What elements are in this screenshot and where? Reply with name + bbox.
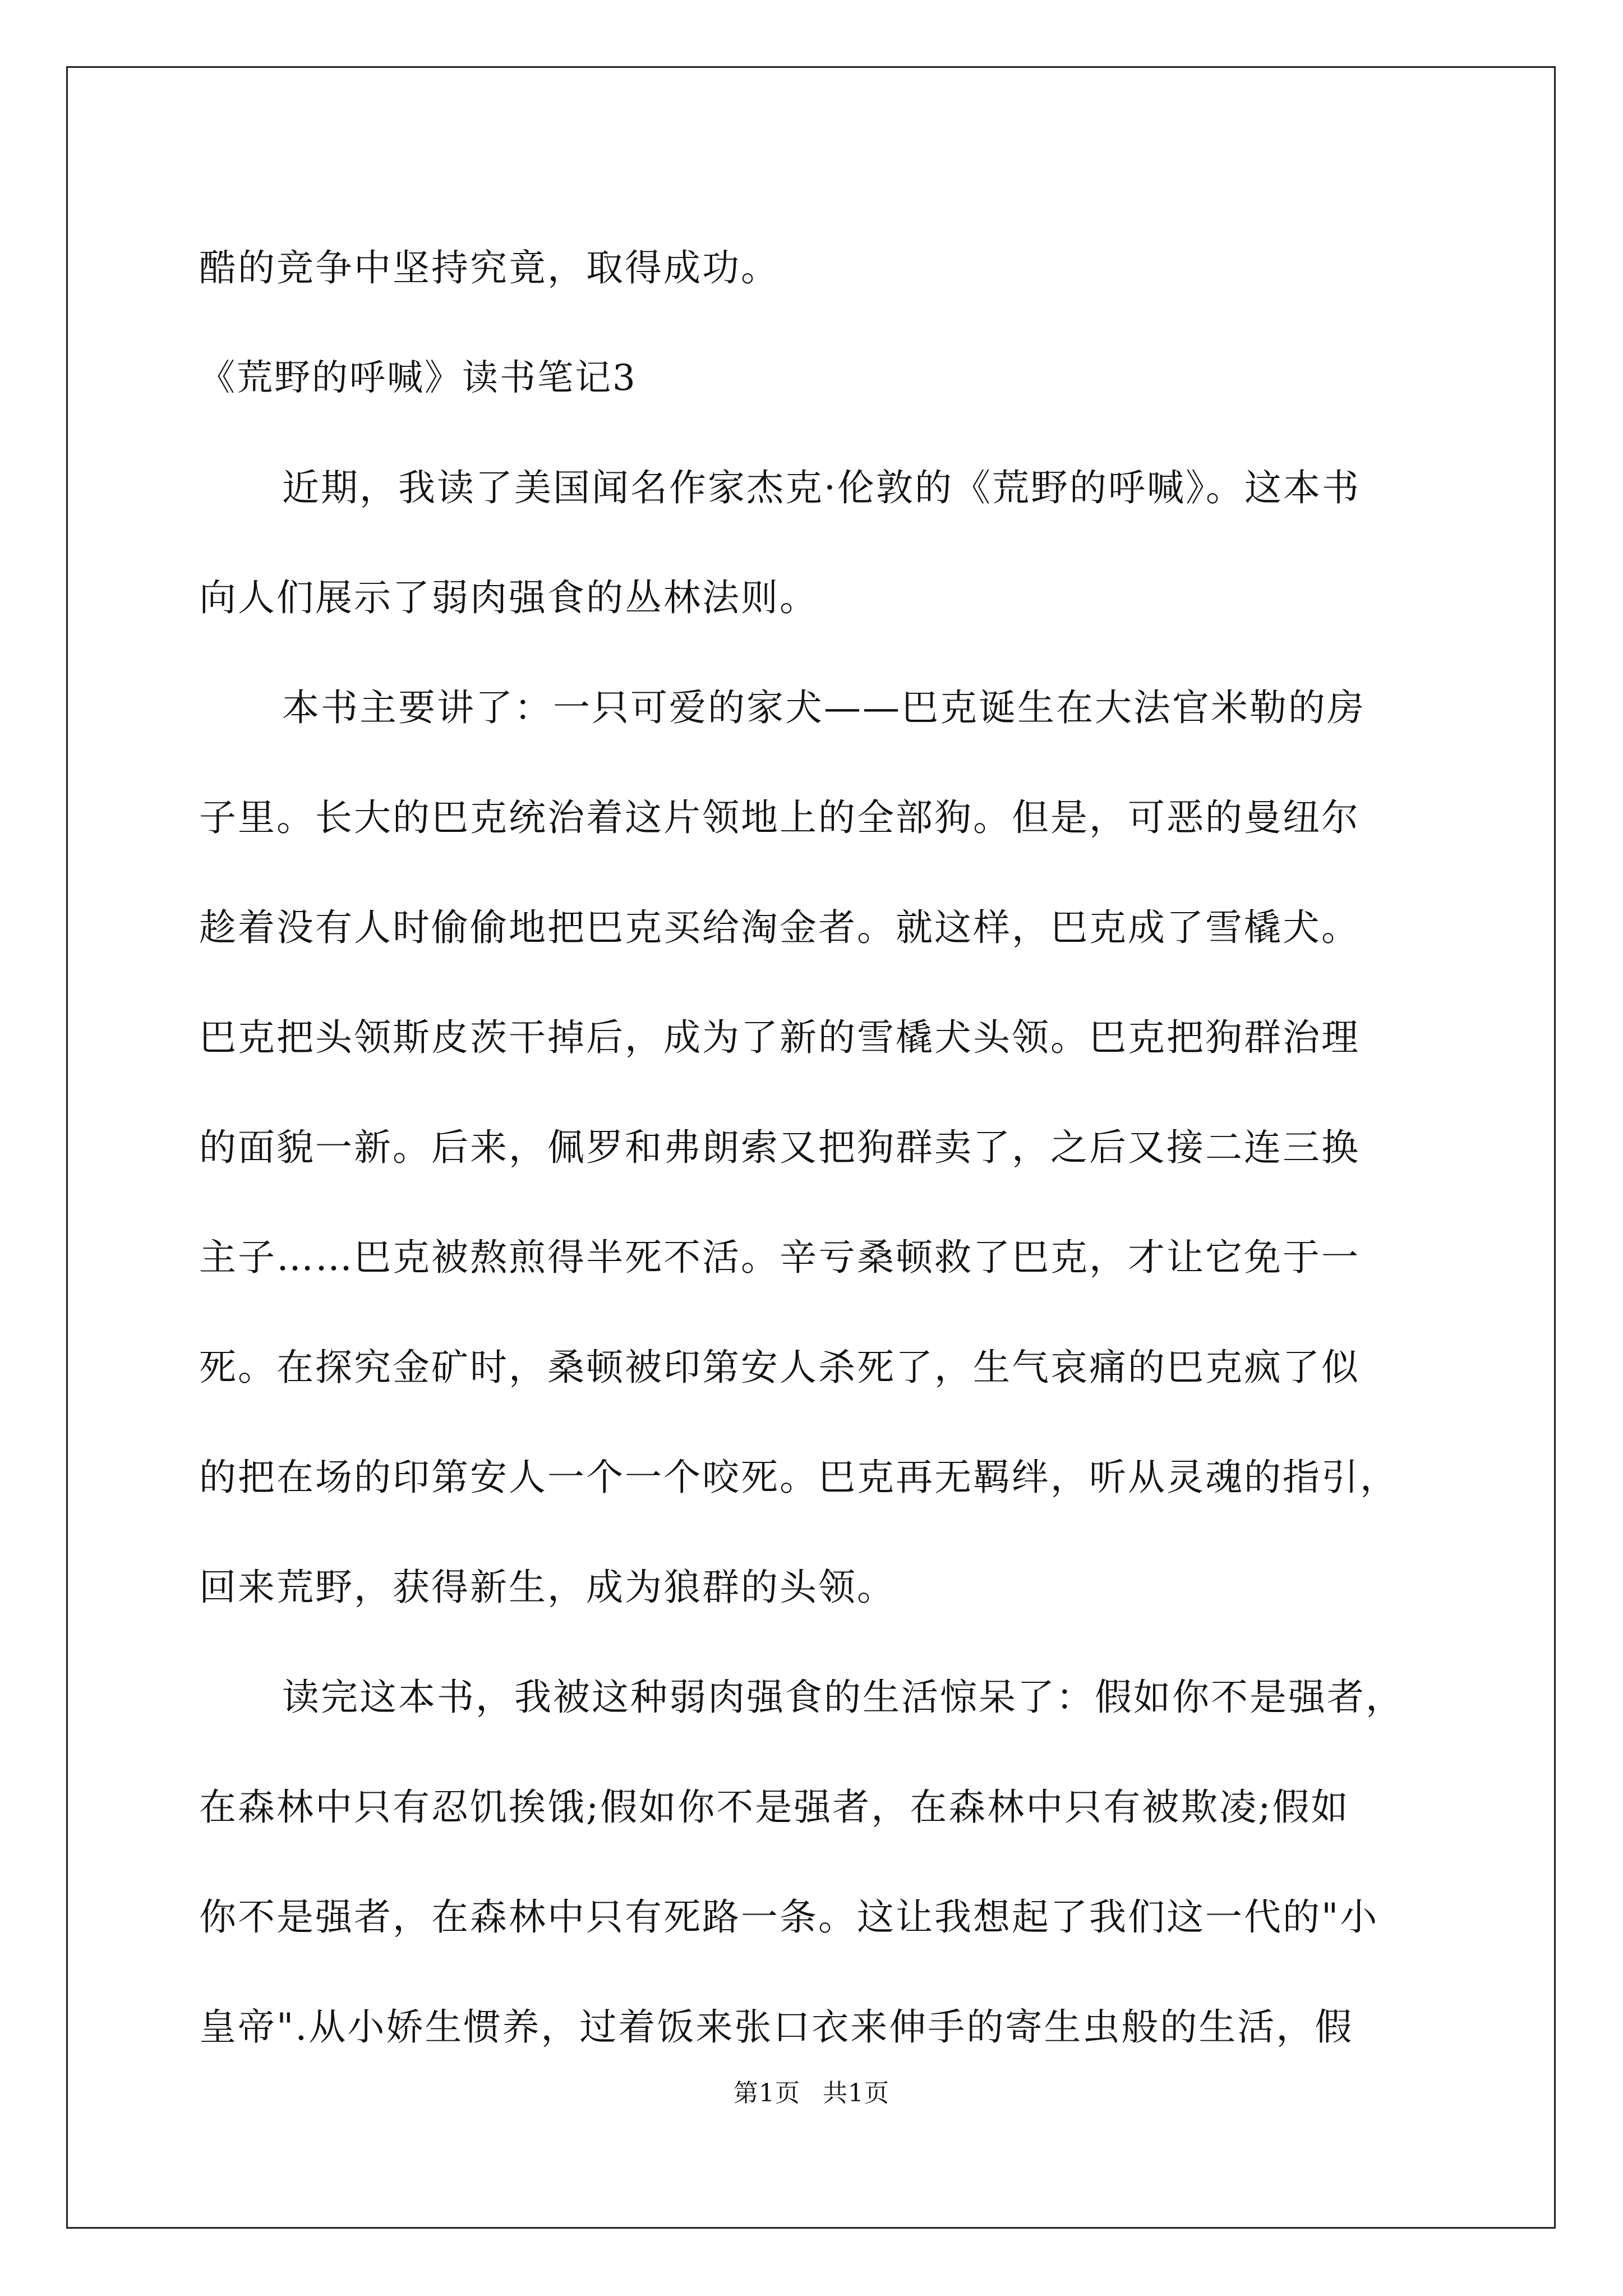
page-total: 共1页 — [823, 2079, 889, 2108]
text-line: 的面貌一新。后来，佩罗和弗朗索又把狗群卖了，之后又接二连三换 — [199, 1126, 1360, 1169]
text-line: 的把在场的印第安人一个一个咬死。巴克再无羁绊，听从灵魂的指引， — [199, 1456, 1399, 1499]
text-line: 向人们展示了弱肉强食的丛林法则。 — [199, 576, 818, 619]
paragraph-first-line: 本书主要讲了：一只可爱的家犬——巴克诞生在大法官米勒的房 — [282, 686, 1366, 729]
text-line: 回来荒野，获得新生，成为狼群的头领。 — [199, 1566, 896, 1609]
text-line: 酷的竞争中坚持究竟，取得成功。 — [199, 246, 780, 289]
section-heading: 《荒野的呼喊》读书笔记3 — [199, 357, 637, 399]
page-number: 第1页 — [734, 2079, 800, 2108]
text-line: 你不是强者，在森林中只有死路一条。这让我想起了我们这一代的"小 — [199, 1895, 1379, 1939]
page-footer — [0, 2073, 1623, 2109]
text-line: 趁着没有人时偷偷地把巴克买给淘金者。就这样，巴克成了雪橇犬。 — [199, 906, 1360, 949]
text-line: 在森林中只有忍饥挨饿;假如你不是强者，在森林中只有被欺凌;假如 — [199, 1786, 1350, 1829]
paragraph-first-line: 读完这本书，我被这种弱肉强食的生活惊呆了：假如你不是强者， — [282, 1676, 1404, 1719]
text-line: 死。在探究金矿时，桑顿被印第安人杀死了，生气哀痛的巴克疯了似 — [199, 1346, 1360, 1389]
text-line: 主子……巴克被熬煎得半死不活。辛亏桑顿救了巴克，才让它免于一 — [199, 1236, 1360, 1279]
text-line: 巴克把头领斯皮茨干掉后，成为了新的雪橇犬头领。巴克把狗群治理 — [199, 1016, 1360, 1059]
text-line: 子里。长大的巴克统治着这片领地上的全部狗。但是，可恶的曼纽尔 — [199, 796, 1360, 839]
text-line: 皇帝".从小娇生惯养，过着饭来张口衣来伸手的寄生虫般的生活，假 — [199, 2005, 1354, 2049]
paragraph-first-line: 近期，我读了美国闻名作家杰克·伦敦的《荒野的呼喊》。这本书 — [282, 466, 1361, 509]
document-body — [199, 213, 1438, 2082]
